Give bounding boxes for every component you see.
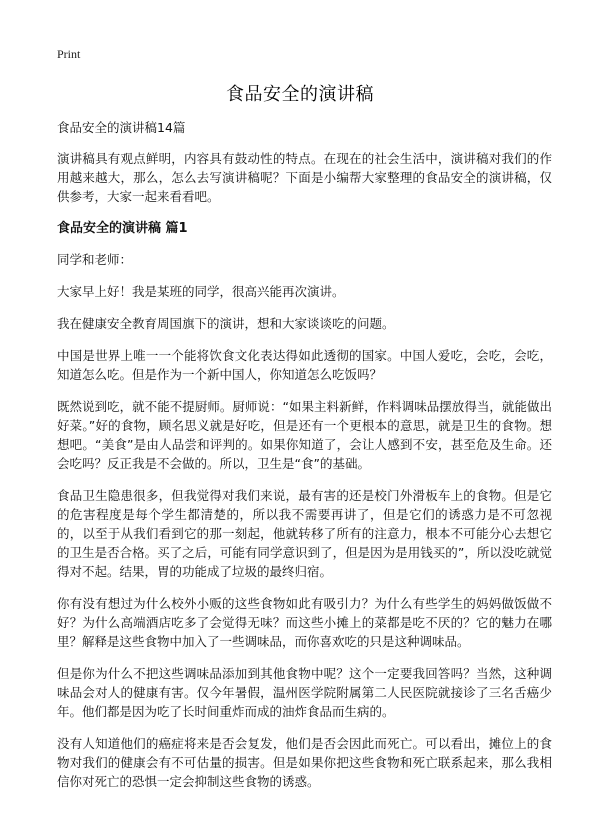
paragraph: 大家早上好！我是某班的同学，很高兴能再次演讲。 xyxy=(57,284,345,299)
paragraph: 没有人知道他们的癌症将来是否会复发，他们是否会因此而死亡。可以看出，摊位上的食物对我们的健康会有不可估量的损害。但是如果你把这些食物和死亡联系起来，那么我相信你对死亡的恐惧一定会抑制这些食物的诱惑。 xyxy=(57,736,552,789)
article-body xyxy=(57,119,552,804)
paragraph: 食品卫生隐患很多，但我觉得对我们来说，最有害的还是校门外滑板车上的食物。但是它的危害程度是每个学生都清楚的，所以我不需要再讲了，但是它们的诱惑力是不可忽视的，以至于从我们看到它的那一刻起，他就转移了所有的注意力，根本不可能分心去想它的卫生是否合格。买了之后，可能有同学意识到了，但是因为是用钱买的”，所以没吃就觉得对不起。结果，胃的功能成了垃圾的最终归宿。 xyxy=(57,488,552,579)
paragraph: 但是你为什么不把这些调味品添加到其他食物中呢？这个一定要我回答吗？当然，这种调味品会对人的健康有害。仅今年暑假，温州医学院附属第二人民医院就接诊了三名舌癌少年。他们都是因为吃了长时间重炸而成的油炸食品而生病的。 xyxy=(57,666,552,719)
intro-paragraph: 演讲稿具有观点鲜明，内容具有鼓动性的特点。在现在的社会生活中，演讲稿对我们的作用越来越大，那么，怎么去写演讲稿呢？下面是小编帮大家整理的食品安全的演讲稿，仅供参考，大家一起来看看吧。 xyxy=(57,151,552,204)
print-link[interactable]: Print xyxy=(57,47,81,61)
page-title: 食品安全的演讲稿 xyxy=(226,84,374,105)
paragraph: 中国是世界上唯一一个能将饮食文化表达得如此透彻的国家。中国人爱吃，会吃，会吃，知道怎么吃。但是作为一个新中国人，你知道怎么吃饭吗？ xyxy=(57,348,552,382)
paragraph-greeting: 同学和老师： xyxy=(57,252,133,267)
article-subtitle: 食品安全的演讲稿14篇 xyxy=(57,120,186,135)
paragraph: 我在健康安全教育周国旗下的演讲，想和大家谈谈吃的问题。 xyxy=(57,316,395,331)
section-heading: 食品安全的演讲稿 篇1 xyxy=(57,221,188,236)
paragraph: 你有没有想过为什么校外小贩的这些食物如此有吸引力？为什么有些学生的妈妈做饭做不好？为什么高端酒店吃多了会觉得无味？而这些小摊上的菜都是吃不厌的？它的魅力在哪里？解释是这些食物中加入了一些调味品，而你喜欢吃的只是这种调味品。 xyxy=(57,596,552,649)
paragraph: 既然说到吃，就不能不提厨师。厨师说：“如果主料新鲜，作料调味品摆放得当，就能做出好菜。”好的食物，顾名思义就是好吃，但是还有一个更根本的意思，就是卫生的食物。想想吧。“美食”是由人品尝和评判的。如果你知道了，会让人感到不安，甚至危及生命。还会吃吗？反正我是不会做的。所以，卫生是“食”的基础。 xyxy=(57,399,552,471)
